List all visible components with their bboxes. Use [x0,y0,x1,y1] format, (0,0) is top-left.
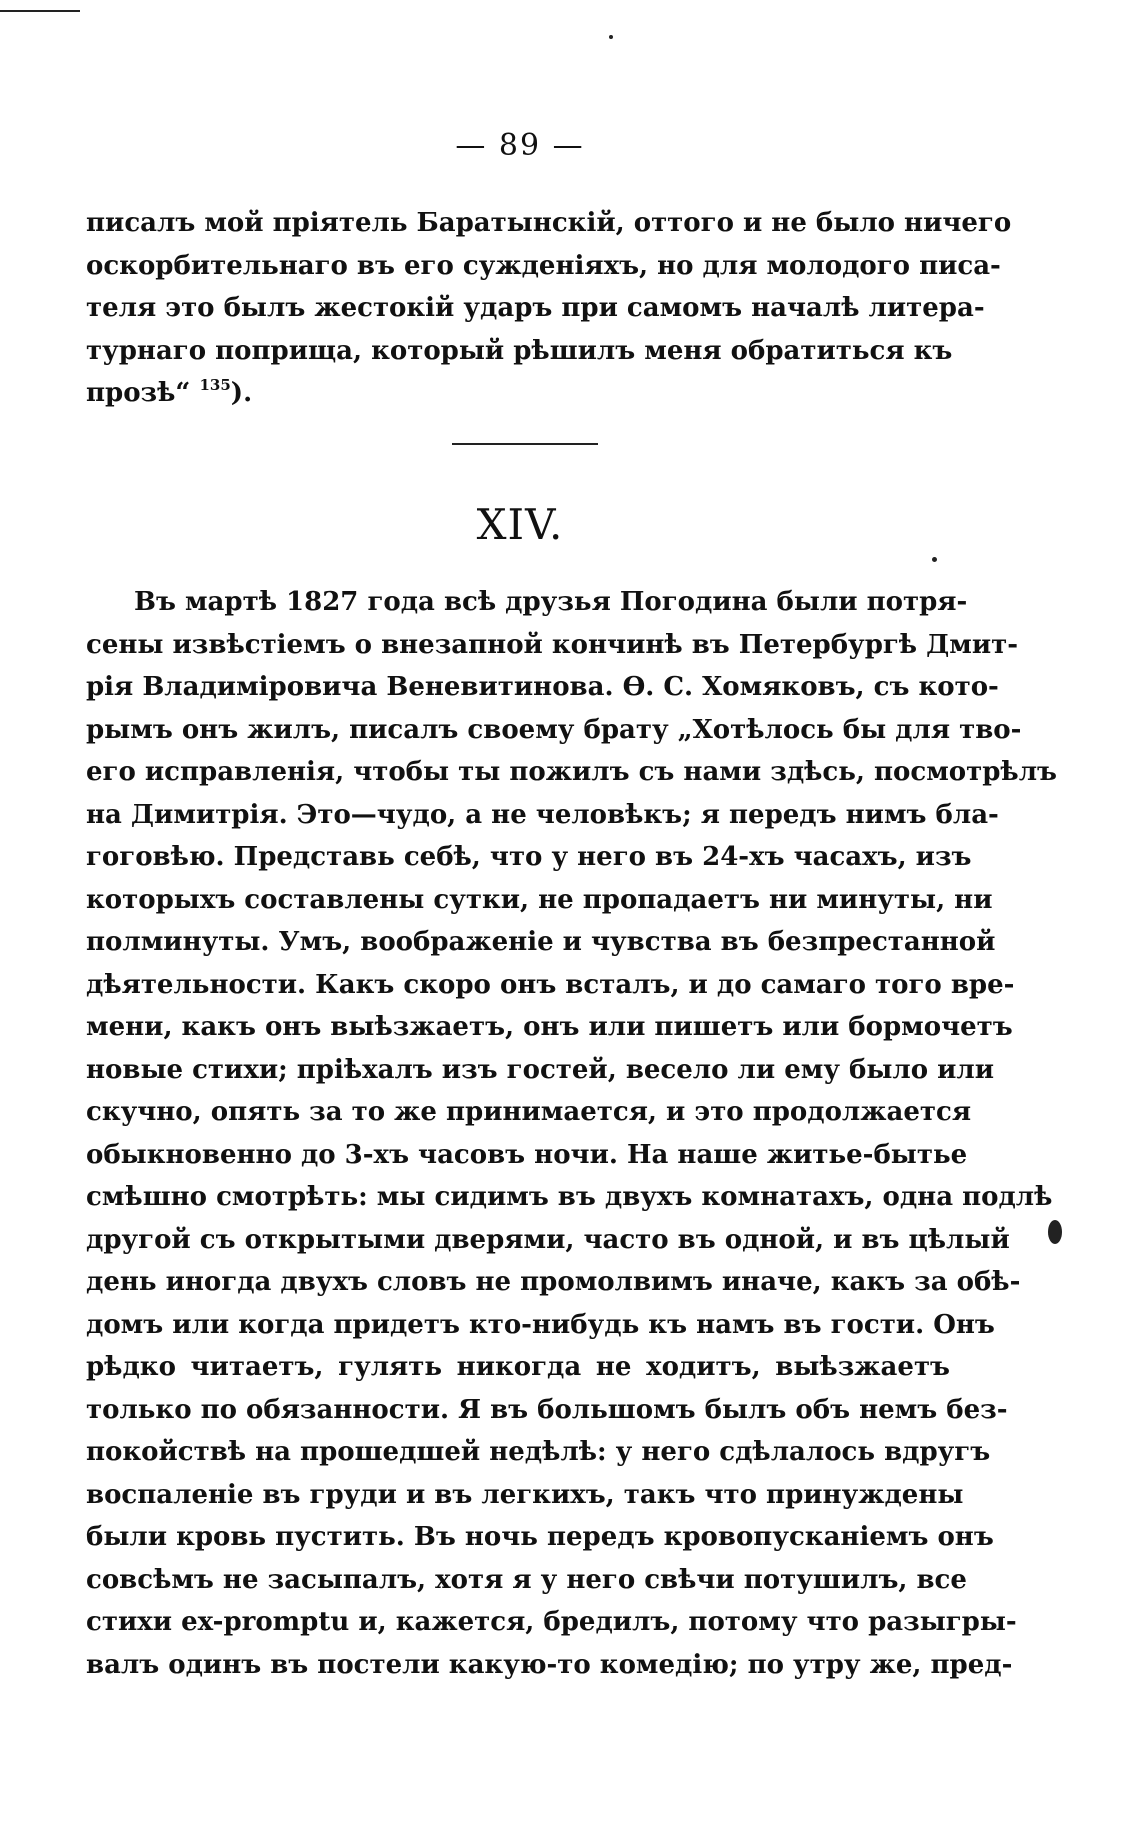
text-line: дѣятельности. Какъ скоро онъ всталъ, и до самаго того вре- [86,969,1015,1000]
section-divider [452,443,598,445]
text-line: сены извѣстіемъ о внезапной кончинѣ въ Петербургѣ Дмит- [86,629,1019,660]
text-line: были кровь пустить. Въ ночь передъ кровопусканіемъ онъ [86,1522,994,1552]
line-text: ). [230,378,253,408]
text-line: его исправленія, чтобы ты пожилъ съ нами здѣсь, посмотрѣлъ [86,757,1057,787]
text-line: стихи ex-promptu и, кажется, бредилъ, потому что разыгры- [86,1607,1017,1637]
text-line: оскорбительнаго въ его сужденіяхъ, но для молодого писа- [86,250,1001,281]
line-text: прозѣ“ [86,378,191,408]
text-line: валъ одинъ въ постели какую-то комедію; по утру же, пред- [86,1649,1013,1680]
section-title: XIV. [476,500,564,549]
text-line: которыхъ составлены сутки, не пропадаетъ ни минуты, ни [86,884,993,915]
corner-rule [0,10,80,12]
ink-blot [1048,1220,1062,1244]
top-paragraph [86,202,1012,415]
text-line: гоговѣю. Представь себѣ, что у него въ 24-хъ часахъ, изъ [86,842,972,872]
text-line: воспаленіе въ груди и въ легкихъ, такъ что принуждены [86,1479,964,1510]
speck-mark [932,557,937,562]
text-line: смѣшно смотрѣть: мы сидимъ въ двухъ комнатахъ, одна подлѣ [86,1182,1053,1212]
text-line: новые стихи; пріѣхалъ изъ гостей, весело ли ему было или [86,1054,995,1085]
text-line: полминуты. Умъ, воображеніе и чувства въ безпрестанной [86,927,996,957]
text-line: рѣдко читаетъ, гулять никогда не ходитъ, выѣзжаетъ [86,1352,950,1382]
text-line: другой съ открытыми дверями, часто въ одной, и въ цѣлый [86,1224,1010,1255]
section-paragraph [86,581,1057,1686]
footnote-reference: 135 [199,376,231,394]
text-line: писалъ мой пріятель Баратынскій, оттого и не было ничего [86,208,1012,238]
text-line: совсѣмъ не засыпалъ, хотя я у него свѣчи потушилъ, все [86,1564,967,1595]
text-line: рымъ онъ жилъ, писалъ своему брату „Хотѣлось бы для тво- [86,714,1022,745]
text-line: покойствѣ на прошедшей недѣлѣ: у него сдѣлалось вдругъ [86,1437,991,1467]
text-line: домъ или когда придетъ кто-нибудь къ намъ въ гости. Онъ [86,1309,995,1340]
speck-mark [609,35,613,39]
text-line: турнаго поприща, который рѣшилъ меня обратиться къ [86,335,953,366]
text-line: теля это былъ жестокій ударъ при самомъ началѣ литера- [86,293,985,323]
text-line: рія Владиміровича Веневитинова. Ѳ. С. Хомяковъ, съ кото- [86,672,999,702]
page-number: — 89 — [455,128,585,163]
text-line: только по обязанности. Я въ большомъ былъ объ немъ без- [86,1394,1008,1425]
text-line [86,372,950,415]
text-line: обыкновенно до 3-хъ часовъ ночи. На наше житье-бытье [86,1139,968,1170]
text-line: день иногда двухъ словъ не промолвимъ иначе, какъ за обѣ- [86,1267,1021,1297]
text-line: скучно, опять за то же принимается, и это продолжается [86,1097,972,1127]
text-line: на Димитрія. Это—чудо, а не человѣкъ; я передъ нимъ бла- [86,799,999,830]
text-line: мени, какъ онъ выѣзжаетъ, онъ или пишетъ или бормочетъ [86,1012,1013,1042]
text-line: Въ мартѣ 1827 года всѣ друзья Погодина были потря- [134,587,968,617]
